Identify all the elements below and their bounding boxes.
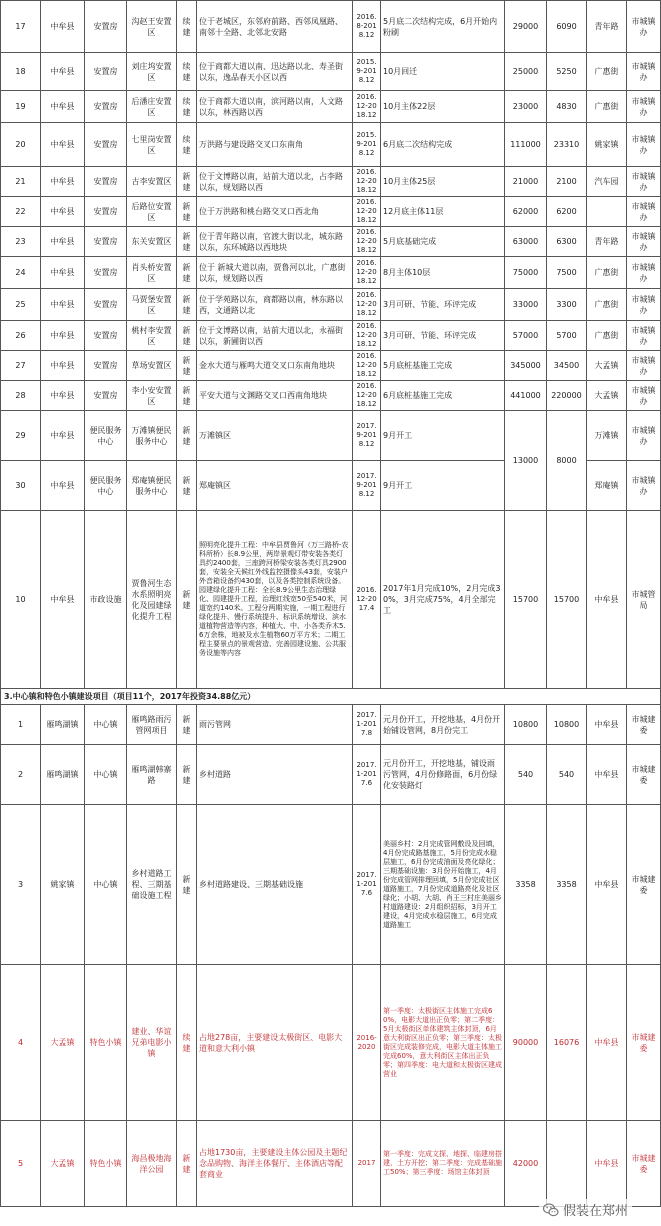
cell-no: 25 <box>1 289 41 321</box>
watermark <box>539 1199 632 1220</box>
cell-type: 安置房 <box>85 351 127 381</box>
cell-name: 贾鲁河生态水系照明亮化及园建绿化提升工程 <box>127 511 177 689</box>
cell-total: 62000 <box>505 197 547 227</box>
cell-status: 新建 <box>177 805 197 965</box>
watermark-text: 假装在郑州 <box>562 1204 628 1219</box>
cell-total: 25000 <box>505 53 547 91</box>
cell-location: 位于老城区，东邻府前路、西邻凤凰路、南邻十全路、北邻北安路 <box>197 1 353 53</box>
cell-status: 续建 <box>177 1 197 53</box>
cell-name: 李小安安置区 <box>127 381 177 411</box>
cell-name: 海昌极地海洋公园 <box>127 1121 177 1207</box>
cell-name: 乡村道路工程、三期基础设施工程 <box>127 805 177 965</box>
cell-no: 18 <box>1 53 41 91</box>
cell-status: 续建 <box>177 91 197 123</box>
cell-progress: 10月回迁 <box>381 53 505 91</box>
cell-location: 位于 新城大道以南，贾鲁河以北，广惠街以东，规划路以西 <box>197 257 353 289</box>
cell-type: 特色小镇 <box>85 965 127 1121</box>
cell-county: 中牟县 <box>41 321 85 351</box>
table-row <box>1 745 661 805</box>
cell-type: 安置房 <box>85 227 127 257</box>
cell-status: 新建 <box>177 227 197 257</box>
cell-status: 新建 <box>177 167 197 197</box>
cell-progress: 元月份开工，开挖地基，4月份开始铺设管网，8月份完工 <box>381 705 505 745</box>
cell-type: 便民服务中心 <box>85 461 127 511</box>
cell-unit: 大孟镇 <box>587 351 627 381</box>
cell-status: 新建 <box>177 461 197 511</box>
table-row <box>1 511 661 689</box>
cell-progress: 第一季度：太极街区主体施工完成60%，电影大道出正负零；第二季度：5月太极街区单体建筑主体封顶，6月意大利街区出正负零；第三季度：太极街区完成装修完成，电影大道主体施工完成60%，意大利街区主体出正负零；第四季度：电大道和太极街区建成营业 <box>381 965 505 1121</box>
cell-status: 新建 <box>177 1121 197 1207</box>
cell-dept: 市城管局 <box>627 511 661 689</box>
cell-dept: 市城镇办 <box>627 257 661 289</box>
cell-progress: 12月底主体11层 <box>381 197 505 227</box>
cell-total: 10800 <box>505 705 547 745</box>
cell-no: 28 <box>1 381 41 411</box>
cell-unit: 中牟县 <box>587 745 627 805</box>
cell-county: 中牟县 <box>41 257 85 289</box>
cell-type: 中心镇 <box>85 705 127 745</box>
cell-status: 新建 <box>177 411 197 461</box>
cell-progress: 美丽乡村：2月完成管网敷设及回填，4月份完成路基施工，5月份完成水稳层施工，6月份完成油面及亮化绿化；三期基础设施：3月份开始施工，4月份完成管网排理回填，5月份完成社区道路施工，7月份完成道路亮化及社区绿化；小胡、大胡、肖王三村庄美丽乡村道路建设：2月组织招标，3月开工建设，4月完成水稳层施工，6月完成道路施工 <box>381 805 505 965</box>
cell-name: 肖头桥安置区 <box>127 257 177 289</box>
cell-period: 2017.1-2017.6 <box>353 805 381 965</box>
cell-type: 特色小镇 <box>85 1121 127 1207</box>
cell-annual: 2100 <box>547 167 587 197</box>
cell-type: 安置房 <box>85 91 127 123</box>
cell-county: 中牟县 <box>41 227 85 257</box>
cell-name: 万滩镇便民服务中心 <box>127 411 177 461</box>
cell-status: 续建 <box>177 123 197 167</box>
cell-type: 中心镇 <box>85 805 127 965</box>
cell-unit: 青年路 <box>587 1 627 53</box>
cell-total: 63000 <box>505 227 547 257</box>
cell-period: 2016.12-2018.12 <box>353 197 381 227</box>
cell-type: 安置房 <box>85 289 127 321</box>
cell-status: 新建 <box>177 351 197 381</box>
cell-progress: 10月主体22层 <box>381 91 505 123</box>
cell-period: 2016.12-2018.12 <box>353 91 381 123</box>
cell-progress: 5月底基础完成 <box>381 227 505 257</box>
cell-name: 桃村李安置区 <box>127 321 177 351</box>
cell-status: 新建 <box>177 745 197 805</box>
cell-dept: 市城镇办 <box>627 381 661 411</box>
cell-location: 位于文博路以南，站前大道以北，占李路以东，规划路以西 <box>197 167 353 197</box>
cell-county: 中牟县 <box>41 1 85 53</box>
cell-name: 建业、华谊兄弟电影小镇 <box>127 965 177 1121</box>
cell-location: 占地1730亩，主要建设主体公园及主题纪念品购物、海洋主体餐厅、主体酒店等配套商业 <box>197 1121 353 1207</box>
cell-dept: 市城镇办 <box>627 289 661 321</box>
cell-location: 万滩镇区 <box>197 411 353 461</box>
cell-service_annual: 8000 <box>547 411 587 511</box>
table-row <box>1 53 661 91</box>
cell-no: 5 <box>1 1121 41 1207</box>
cell-dept: 市城建委 <box>627 705 661 745</box>
table-row <box>1 705 661 745</box>
cell-progress: 9月开工 <box>381 461 505 511</box>
cell-total: 90000 <box>505 965 547 1121</box>
cell-status: 新建 <box>177 511 197 689</box>
cell-total: 3358 <box>505 805 547 965</box>
table-row <box>1 123 661 167</box>
cell-annual: 5250 <box>547 53 587 91</box>
cell-annual: 6300 <box>547 227 587 257</box>
cell-total: 111000 <box>505 123 547 167</box>
table-row <box>1 289 661 321</box>
cell-location: 雨污管网 <box>197 705 353 745</box>
cell-no: 4 <box>1 965 41 1121</box>
cell-total: 345000 <box>505 351 547 381</box>
cell-location: 位于青年路以南，官渡大街以北，城东路以东，东环城路以西地块 <box>197 227 353 257</box>
cell-progress: 6月底桩基施工完成 <box>381 381 505 411</box>
cell-period: 2016.12-2018.12 <box>353 227 381 257</box>
cell-progress: 元月份开工，开挖地基，铺设雨污管网，4月份修路面，6月份绿化安装路灯 <box>381 745 505 805</box>
cell-status: 新建 <box>177 705 197 745</box>
cell-progress: 5月底二次结构完成，6月开始内粉刷 <box>381 1 505 53</box>
cell-no: 24 <box>1 257 41 289</box>
cell-no: 17 <box>1 1 41 53</box>
cell-no: 2 <box>1 745 41 805</box>
cell-period: 2017 <box>353 1121 381 1207</box>
cell-status: 续建 <box>177 53 197 91</box>
cell-no: 3 <box>1 805 41 965</box>
cell-dept: 市城镇办 <box>627 351 661 381</box>
cell-type: 安置房 <box>85 197 127 227</box>
cell-progress: 8月主体10层 <box>381 257 505 289</box>
cell-total: 75000 <box>505 257 547 289</box>
cell-progress: 3月可研、节能、环评完成 <box>381 321 505 351</box>
cell-unit: 广惠街 <box>587 91 627 123</box>
cell-unit: 中牟县 <box>587 965 627 1121</box>
cell-name: 草场安置区 <box>127 351 177 381</box>
town-project-rows <box>1 705 661 1207</box>
cell-county: 姚家镇 <box>41 805 85 965</box>
cell-dept: 市城镇办 <box>627 461 661 511</box>
cell-name: 后路位安置区 <box>127 197 177 227</box>
cell-no: 26 <box>1 321 41 351</box>
cell-type: 安置房 <box>85 167 127 197</box>
cell-type: 便民服务中心 <box>85 411 127 461</box>
cell-status: 新建 <box>177 257 197 289</box>
cell-unit: 郑庵镇 <box>587 461 627 511</box>
municipal-row <box>1 511 661 689</box>
cell-no: 22 <box>1 197 41 227</box>
cell-period: 2016.12-2018.12 <box>353 351 381 381</box>
cell-total: 15700 <box>505 511 547 689</box>
cell-status: 新建 <box>177 381 197 411</box>
cell-progress: 3月可研、节能、环评完成 <box>381 289 505 321</box>
cell-unit: 万滩镇 <box>587 411 627 461</box>
cell-unit: 汽车园 <box>587 167 627 197</box>
cell-period: 2015.9-2018.12 <box>353 53 381 91</box>
cell-annual: 3358 <box>547 805 587 965</box>
cell-county: 中牟县 <box>41 511 85 689</box>
cell-location: 金水大道与雁鸣大道交叉口东南角地块 <box>197 351 353 381</box>
table-row <box>1 1 661 53</box>
table-row <box>1 91 661 123</box>
cell-location: 位于商都大道以南、迅达路以北、寿圣街以东，逸品春天小区以西 <box>197 53 353 91</box>
cell-name: 雁鸣路雨污管网项目 <box>127 705 177 745</box>
table-row <box>1 197 661 227</box>
cell-no: 29 <box>1 411 41 461</box>
table-row <box>1 321 661 351</box>
cell-unit: 姚家镇 <box>587 123 627 167</box>
cell-period: 2016-2020 <box>353 965 381 1121</box>
cell-total: 21000 <box>505 167 547 197</box>
cell-unit: 广惠街 <box>587 257 627 289</box>
table-row <box>1 965 661 1121</box>
cell-location: 乡村道路 <box>197 745 353 805</box>
cell-annual: 10800 <box>547 705 587 745</box>
cell-county: 中牟县 <box>41 289 85 321</box>
cell-no: 27 <box>1 351 41 381</box>
cell-no: 1 <box>1 705 41 745</box>
cell-status: 续建 <box>177 965 197 1121</box>
cell-status: 新建 <box>177 321 197 351</box>
cell-county: 中牟县 <box>41 123 85 167</box>
cell-period: 2017.9-2018.12 <box>353 411 381 461</box>
cell-dept: 市城镇办 <box>627 167 661 197</box>
cell-location: 平安大道与文渊路交叉口西南角地块 <box>197 381 353 411</box>
cell-dept: 市城镇办 <box>627 1 661 53</box>
table-row <box>1 805 661 965</box>
cell-status: 新建 <box>177 197 197 227</box>
cell-period: 2017.1-2017.6 <box>353 745 381 805</box>
cell-name: 马贾堡安置区 <box>127 289 177 321</box>
cell-annual: 6090 <box>547 1 587 53</box>
cell-period: 2016.12-2018.12 <box>353 257 381 289</box>
cell-annual <box>547 1121 587 1207</box>
cell-total: 42000 <box>505 1121 547 1207</box>
cell-period: 2016.12-2018.12 <box>353 289 381 321</box>
cell-progress: 6月底二次结构完成 <box>381 123 505 167</box>
cell-dept: 市城镇办 <box>627 197 661 227</box>
cell-location: 万洪路与建设路交叉口东南角 <box>197 123 353 167</box>
cell-county: 雁鸣湖镇 <box>41 705 85 745</box>
cell-type: 中心镇 <box>85 745 127 805</box>
cell-unit: 中牟县 <box>587 705 627 745</box>
cell-unit <box>587 197 627 227</box>
cell-unit: 大孟镇 <box>587 381 627 411</box>
cell-no: 10 <box>1 511 41 689</box>
cell-type: 安置房 <box>85 321 127 351</box>
cell-location: 照明亮化提升工程：中牟县贾鲁河（万三路桥-农科所桥）长8.9公里，两岸景观灯带安装各类灯具约2400套，三座跨河桥梁安装各类灯具2900套，安装全天候红外线监控摄像头43套，安装户外音箱设备约430套，以及各类控制系统设备。园建绿化提升工程：全长8.9公里生态治理绿化、园建提升工程，治理红线宽50至540米，河道宽约140米。工程分两期实施，一期工程进行绿化提升、慢行系统提升、标识系统增设、滨水道植物营造等内容，种植大、中、小各类乔木5.6万余株，地被及水生植物60万平方米；二期工程主要景点的景观营造、完善园建设施、公共服务设施等内容 <box>197 511 353 689</box>
cell-type: 安置房 <box>85 123 127 167</box>
cell-annual: 16076 <box>547 965 587 1121</box>
housing-rows <box>1 1 661 411</box>
cell-period: 2017.9-2018.12 <box>353 461 381 511</box>
cell-annual: 6200 <box>547 197 587 227</box>
cell-unit: 青年路 <box>587 227 627 257</box>
cell-name: 刘庄坞安置区 <box>127 53 177 91</box>
cell-no: 21 <box>1 167 41 197</box>
cell-annual: 23310 <box>547 123 587 167</box>
cell-annual: 7500 <box>547 257 587 289</box>
cell-location: 位于商都大道以南，滨河路以南，人文路以东，林西路以西 <box>197 91 353 123</box>
table-row <box>1 167 661 197</box>
cell-dept: 市城建委 <box>627 965 661 1121</box>
cell-dept: 市城镇办 <box>627 411 661 461</box>
cell-progress: 第一季度：完成文探、地探、临建房搭建，土方开挖；第二季度：完成基础施工50%；第三季度：场馆主体封顶 <box>381 1121 505 1207</box>
cell-county: 中牟县 <box>41 411 85 461</box>
cell-dept: 市城镇办 <box>627 227 661 257</box>
section-header-row <box>1 689 661 705</box>
table-row <box>1 351 661 381</box>
cell-period: 2016.8-2018.12 <box>353 1 381 53</box>
cell-county: 中牟县 <box>41 167 85 197</box>
section-header: 3.中心镇和特色小镇建设项目（项目11个，2017年投资34.88亿元） <box>1 689 661 705</box>
cell-name: 雁鸣湖韩寨路 <box>127 745 177 805</box>
cell-period: 2015.9-2018.12 <box>353 123 381 167</box>
cell-location: 位于学苑路以东，商都路以南，林东路以西，文通路以北 <box>197 289 353 321</box>
cell-unit: 中牟县 <box>587 1121 627 1207</box>
cell-progress: 5月底桩基施工完成 <box>381 351 505 381</box>
table-row <box>1 411 661 461</box>
cell-no: 30 <box>1 461 41 511</box>
cell-period: 2016.12-2018.12 <box>353 167 381 197</box>
cell-county: 雁鸣湖镇 <box>41 745 85 805</box>
cell-county: 中牟县 <box>41 381 85 411</box>
cell-dept: 市城镇办 <box>627 53 661 91</box>
table-row <box>1 227 661 257</box>
cell-period: 2016.12-2018.12 <box>353 321 381 351</box>
cell-location: 位于文博路以南，站前大道以北，永福街以东，新圃街以西 <box>197 321 353 351</box>
cell-annual: 34500 <box>547 351 587 381</box>
cell-name: 后潘庄安置区 <box>127 91 177 123</box>
cell-dept: 市城镇办 <box>627 123 661 167</box>
cell-unit: 广惠街 <box>587 289 627 321</box>
cell-unit: 广惠街 <box>587 321 627 351</box>
cell-total: 57000 <box>505 321 547 351</box>
cell-progress: 2017年1月完成10%，2月完成30%，3月完成75%，4月全部完工 <box>381 511 505 689</box>
cell-location: 占地278亩，主要建设太极街区、电影大道和意大利小镇 <box>197 965 353 1121</box>
table-row <box>1 381 661 411</box>
cell-dept: 市城镇办 <box>627 91 661 123</box>
cell-service_total: 13000 <box>505 411 547 511</box>
cell-name: 古李安置区 <box>127 167 177 197</box>
cell-period: 2016.12-2018.12 <box>353 381 381 411</box>
cell-progress: 9月开工 <box>381 411 505 461</box>
cell-no: 20 <box>1 123 41 167</box>
cell-status: 新建 <box>177 289 197 321</box>
cell-type: 安置房 <box>85 257 127 289</box>
wechat-icon <box>543 1202 559 1218</box>
cell-dept: 市城建委 <box>627 745 661 805</box>
cell-unit: 中牟县 <box>587 805 627 965</box>
cell-name: 郑庵镇便民服务中心 <box>127 461 177 511</box>
cell-location: 乡村道路建设、三期基础设施 <box>197 805 353 965</box>
cell-dept: 市城建委 <box>627 805 661 965</box>
cell-total: 33000 <box>505 289 547 321</box>
cell-type: 市政设施 <box>85 511 127 689</box>
cell-unit: 广惠街 <box>587 53 627 91</box>
cell-county: 中牟县 <box>41 53 85 91</box>
cell-dept: 市城镇办 <box>627 321 661 351</box>
cell-name: 东关安置区 <box>127 227 177 257</box>
cell-county: 中牟县 <box>41 91 85 123</box>
cell-county: 中牟县 <box>41 461 85 511</box>
cell-period: 2017.1-2017.8 <box>353 705 381 745</box>
cell-county: 大孟镇 <box>41 965 85 1121</box>
cell-name: 沟赵王安置区 <box>127 1 177 53</box>
cell-dept: 市城建委 <box>627 1121 661 1207</box>
cell-no: 23 <box>1 227 41 257</box>
cell-unit: 中牟县 <box>587 511 627 689</box>
cell-location: 位于万洪路和桃台路交叉口西北角 <box>197 197 353 227</box>
service-center-rows <box>1 411 661 511</box>
cell-county: 中牟县 <box>41 197 85 227</box>
cell-annual: 5700 <box>547 321 587 351</box>
cell-type: 安置房 <box>85 1 127 53</box>
cell-total: 441000 <box>505 381 547 411</box>
cell-total: 23000 <box>505 91 547 123</box>
cell-annual: 540 <box>547 745 587 805</box>
cell-annual: 4830 <box>547 91 587 123</box>
cell-total: 540 <box>505 745 547 805</box>
cell-annual: 220000 <box>547 381 587 411</box>
table-row <box>1 257 661 289</box>
cell-no: 19 <box>1 91 41 123</box>
cell-annual: 15700 <box>547 511 587 689</box>
cell-type: 安置房 <box>85 381 127 411</box>
cell-period: 2016.12-2017.4 <box>353 511 381 689</box>
cell-progress: 10月主体25层 <box>381 167 505 197</box>
cell-name: 七里岗安置区 <box>127 123 177 167</box>
cell-county: 中牟县 <box>41 351 85 381</box>
cell-annual: 3300 <box>547 289 587 321</box>
cell-type: 安置房 <box>85 53 127 91</box>
cell-total: 29000 <box>505 1 547 53</box>
cell-county: 大孟镇 <box>41 1121 85 1207</box>
table-row <box>1 1121 661 1207</box>
cell-location: 郑庵镇区 <box>197 461 353 511</box>
